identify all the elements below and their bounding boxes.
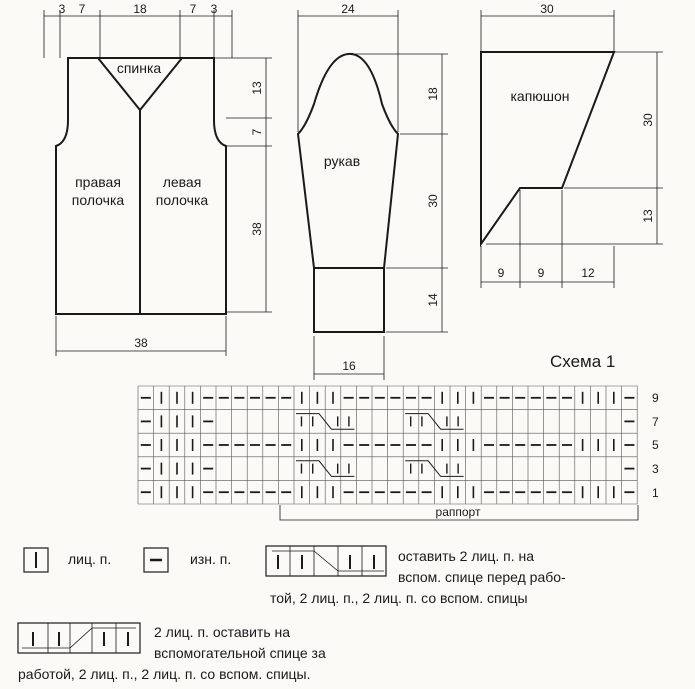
- hood-dim-right-2: 13: [641, 209, 655, 223]
- hood-outline: [481, 52, 614, 244]
- sleeve-dim-bottom: 16: [342, 359, 356, 373]
- sleeve-label: рукав: [323, 153, 361, 169]
- vest-dim-top-4: 7: [189, 2, 197, 16]
- hood-diagram: [481, 2, 663, 288]
- vest-right-front-label-2: полочка: [71, 192, 125, 208]
- scheme-row-numbers: [652, 391, 659, 500]
- vest-dim-top-1: 3: [58, 2, 66, 16]
- vest-diagram: [44, 2, 272, 356]
- sleeve-dim-right-1: 18: [426, 87, 440, 101]
- legend-knit-symbol: [24, 548, 48, 572]
- hood-dim-bottom-2: 9: [537, 266, 545, 280]
- vest-dim-right-1: 13: [250, 81, 264, 95]
- hood-dim-bottom-3: 12: [581, 266, 595, 280]
- hood-dim-top: 30: [540, 2, 554, 16]
- hood-dim-right-1: 30: [641, 113, 655, 127]
- vest-dim-right-3: 38: [250, 222, 264, 236]
- legend-cross-front-symbol: [266, 546, 386, 576]
- legend-cross-front-text-2: вспом. спице перед рабо-: [398, 569, 566, 585]
- sleeve-dim-right-2: 30: [426, 194, 440, 208]
- scheme-title: Схема 1: [550, 352, 616, 371]
- legend-purl-symbol: [144, 548, 168, 572]
- row-number-5: 5: [652, 438, 659, 452]
- vest-left-front-label-1: левая: [162, 174, 202, 190]
- vest-dim-bottom: 38: [134, 336, 148, 350]
- hood-label: капюшон: [510, 88, 570, 104]
- legend-cross-back-symbol: [18, 623, 140, 653]
- legend-purl-text: изн. п.: [190, 551, 232, 567]
- vest-dim-top-2: 7: [78, 2, 86, 16]
- repeat-label: раппорт: [435, 505, 481, 519]
- legend-cross-back-text-2: вспомогательной спице за: [154, 645, 326, 661]
- legend-cross-back-text-3: работой, 2 лиц. п., 2 лиц. п. со вспом. спицы.: [18, 666, 311, 682]
- sleeve-dim-top: 24: [341, 2, 355, 16]
- vest-dim-right-2: 7: [250, 128, 264, 136]
- row-number-1: 1: [652, 486, 659, 500]
- vest-left-front-label-2: полочка: [155, 192, 209, 208]
- row-number-3: 3: [652, 462, 659, 476]
- legend-cross-back-text-1: 2 лиц. п. оставить на: [154, 624, 291, 640]
- sleeve-dim-right-3: 14: [426, 293, 440, 307]
- legend-cross-front-text-3: той, 2 лиц. п., 2 лиц. п. со вспом. спицы: [270, 590, 528, 606]
- hood-dim-bottom-1: 9: [497, 266, 505, 280]
- sleeve-outline: [298, 54, 398, 332]
- row-number-9: 9: [652, 391, 659, 405]
- scheme-grid: [138, 386, 637, 504]
- vest-dim-top-5: 3: [210, 2, 218, 16]
- legend-knit-text: лиц. п.: [68, 551, 112, 567]
- sleeve-diagram: [298, 2, 448, 380]
- vest-right-front-label-1: правая: [75, 174, 121, 190]
- vest-back-label: спинка: [116, 60, 162, 76]
- row-number-7: 7: [652, 415, 659, 429]
- vest-dim-top-3: 18: [133, 2, 147, 16]
- legend-cross-front-text-1: оставить 2 лиц. п. на: [398, 548, 535, 564]
